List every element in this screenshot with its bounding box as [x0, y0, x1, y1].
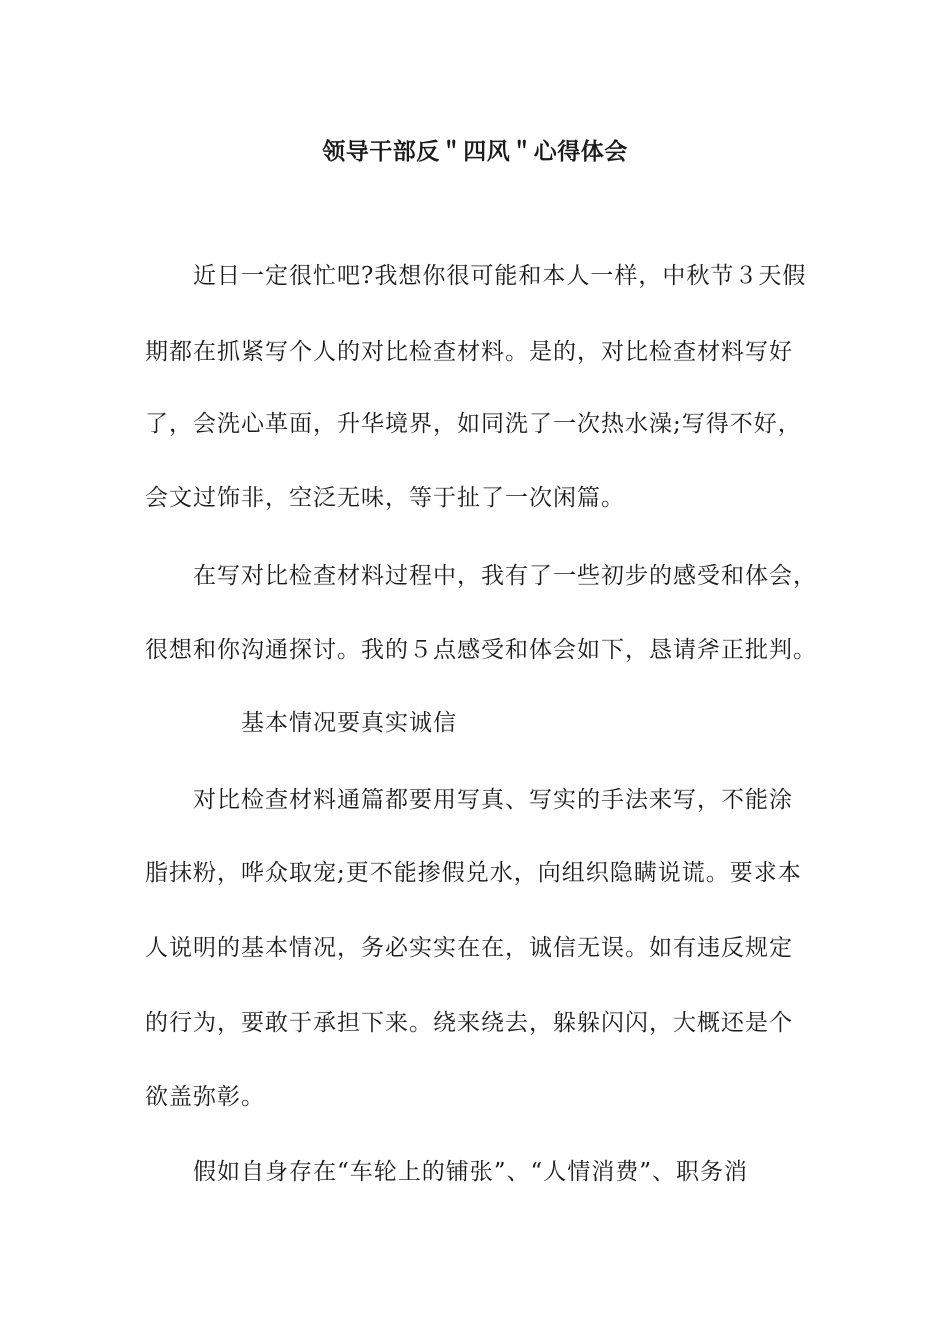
paragraph-line: 很想和你沟通探讨。我的５点感受和体会如下，恳请斧正批判。	[145, 637, 817, 663]
paragraph-line: 脂抹粉，哗众取宠;更不能掺假兑水，向组织隐瞒说谎。要求本	[145, 860, 802, 886]
section-heading: 基本情况要真实诚信	[241, 710, 457, 736]
paragraph-line: 在写对比检查材料过程中，我有了一些初步的感受和体会，	[193, 563, 817, 589]
paragraph-line: 期都在抓紧写个人的对比检查材料。是的，对比检查材料写好	[145, 339, 793, 365]
document-title: 领导干部反＂四风＂心得体会	[322, 139, 628, 165]
paragraph-line: 欲盖弥彰。	[145, 1084, 265, 1110]
paragraph-line: 的行为，要敢于承担下来。绕来绕去，躲躲闪闪，大概还是个	[145, 1010, 793, 1036]
paragraph-line: 会文过饰非，空泛无味，等于扯了一次闲篇。	[145, 485, 625, 511]
paragraph-line: 近日一定很忙吧?我想你很可能和本人一样，中秋节３天假	[193, 263, 807, 289]
paragraph-line: 对比检查材料通篇都要用写真、写实的手法来写，不能涂	[193, 787, 793, 813]
paragraph-line: 假如自身存在“车轮上的铺张”、“人情消费”、职务消	[193, 1159, 749, 1185]
paragraph-line: 人说明的基本情况，务必实实在在，诚信无误。如有违反规定	[145, 935, 793, 961]
paragraph-line: 了，会洗心革面，升华境界，如同洗了一次热水澡;写得不好，	[145, 411, 802, 437]
